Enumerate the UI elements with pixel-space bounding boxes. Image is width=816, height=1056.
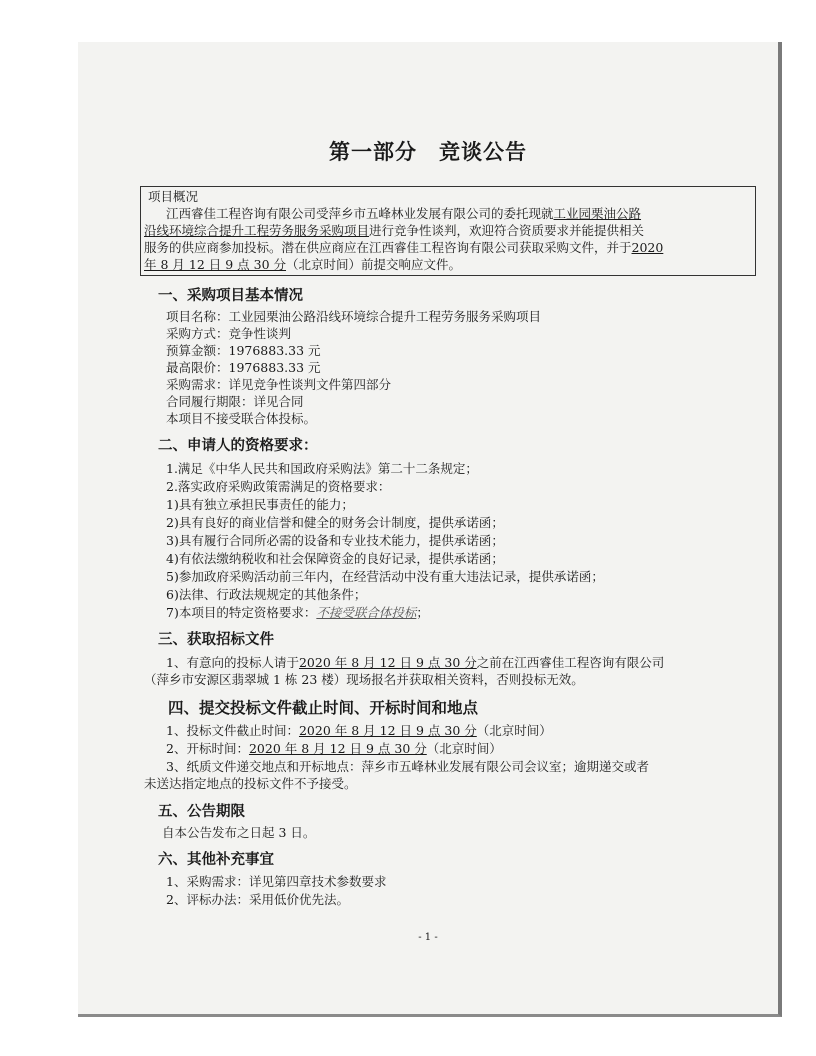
section-2-line: 5)参加政府采购活动前三年内，在经营活动中没有重大违法记录，提供承诺函； [166, 569, 604, 584]
page-number: - 1 - [418, 932, 438, 943]
section-3-line-1: 1、有意向的投标人请于2020 年 8 月 12 日 9 点 30 分之前在江西睿佳工程咨询有限公司 [166, 655, 665, 670]
section-2-line: 3)具有履行合同所必需的设备和专业技术能力，提供承诺函； [166, 533, 504, 548]
section-1-line: 预算金额：1976883.33 元 [166, 343, 321, 358]
overview-line-4: 年 8 月 12 日 9 点 30 分（北京时间）前提交响应文件。 [144, 257, 462, 272]
section-1-line: 本项目不接受联合体投标。 [166, 411, 317, 426]
section-6-heading: 六、其他补充事宜 [158, 852, 274, 868]
section-3-line-2: （萍乡市安源区翡翠城 1 栋 23 楼）现场报名并获取相关资料，否则投标无效。 [144, 672, 584, 687]
section-1-line: 采购方式：竞争性谈判 [166, 326, 292, 341]
section-1-line: 项目名称：工业园栗油公路沿线环境综合提升工程劳务服务采购项目 [166, 309, 542, 324]
section-4-line-1: 1、投标文件截止时间：2020 年 8 月 12 日 9 点 30 分（北京时间） [166, 723, 552, 738]
section-5-line-1: 自本公告发布之日起 3 日。 [162, 825, 316, 840]
overview-line-2: 沿线环境综合提升工程劳务服务采购项目进行竞争性谈判，欢迎符合资质要求并能提供相关 [144, 223, 645, 238]
section-2-line-7: 7)本项目的特定资格要求：不接受联合体投标； [166, 605, 429, 620]
overview-line-1: 江西睿佳工程咨询有限公司受萍乡市五峰林业发展有限公司的委托现就工业园栗油公路 [166, 206, 642, 221]
section-2-line: 4)有依法缴纳税收和社会保障资金的良好记录，提供承诺函； [166, 551, 504, 566]
section-2-line: 2)具有良好的商业信誉和健全的财务会计制度，提供承诺函； [166, 515, 504, 530]
section-1-line: 采购需求：详见竞争性谈判文件第四部分 [166, 377, 392, 392]
section-2-line: 1)具有独立承担民事责任的能力； [166, 497, 354, 512]
overview-line-3: 服务的供应商参加投标。潜在供应商应在江西睿佳工程咨询有限公司获取采购文件，并于2020 [144, 240, 664, 255]
section-6-line-1: 1、采购需求：详见第四章技术参数要求 [166, 874, 387, 889]
section-2-line: 2.落实政府采购政策需满足的资格要求： [166, 479, 391, 494]
section-4-heading: 四、提交投标文件截止时间、开标时间和地点 [168, 699, 479, 717]
section-4-line-3: 3、纸质文件递交地点和开标地点：萍乡市五峰林业发展有限公司会议室；逾期递交或者 [166, 759, 649, 774]
section-1-line: 最高限价：1976883.33 元 [166, 360, 321, 375]
section-4-line-4: 未送达指定地点的投标文件不予接受。 [144, 776, 357, 791]
section-2-heading: 二、申请人的资格要求： [158, 438, 318, 454]
section-2-line: 1.满足《中华人民共和国政府采购法》第二十二条规定； [166, 461, 478, 476]
section-3-heading: 三、获取招标文件 [158, 632, 274, 648]
overview-heading: 项目概况 [148, 189, 199, 204]
section-1-heading: 一、采购项目基本情况 [158, 288, 303, 304]
section-5-heading: 五、公告期限 [158, 804, 245, 820]
section-1-line: 合同履行期限：详见合同 [166, 394, 304, 409]
document-page [78, 42, 782, 1017]
section-6-line-2: 2、评标办法：采用低价优先法。 [166, 892, 349, 907]
page-title: 第一部分 竞谈公告 [329, 140, 527, 164]
section-4-line-2: 2、开标时间：2020 年 8 月 12 日 9 点 30 分（北京时间） [166, 741, 502, 756]
section-2-line: 6)法律、行政法规规定的其他条件； [166, 587, 367, 602]
